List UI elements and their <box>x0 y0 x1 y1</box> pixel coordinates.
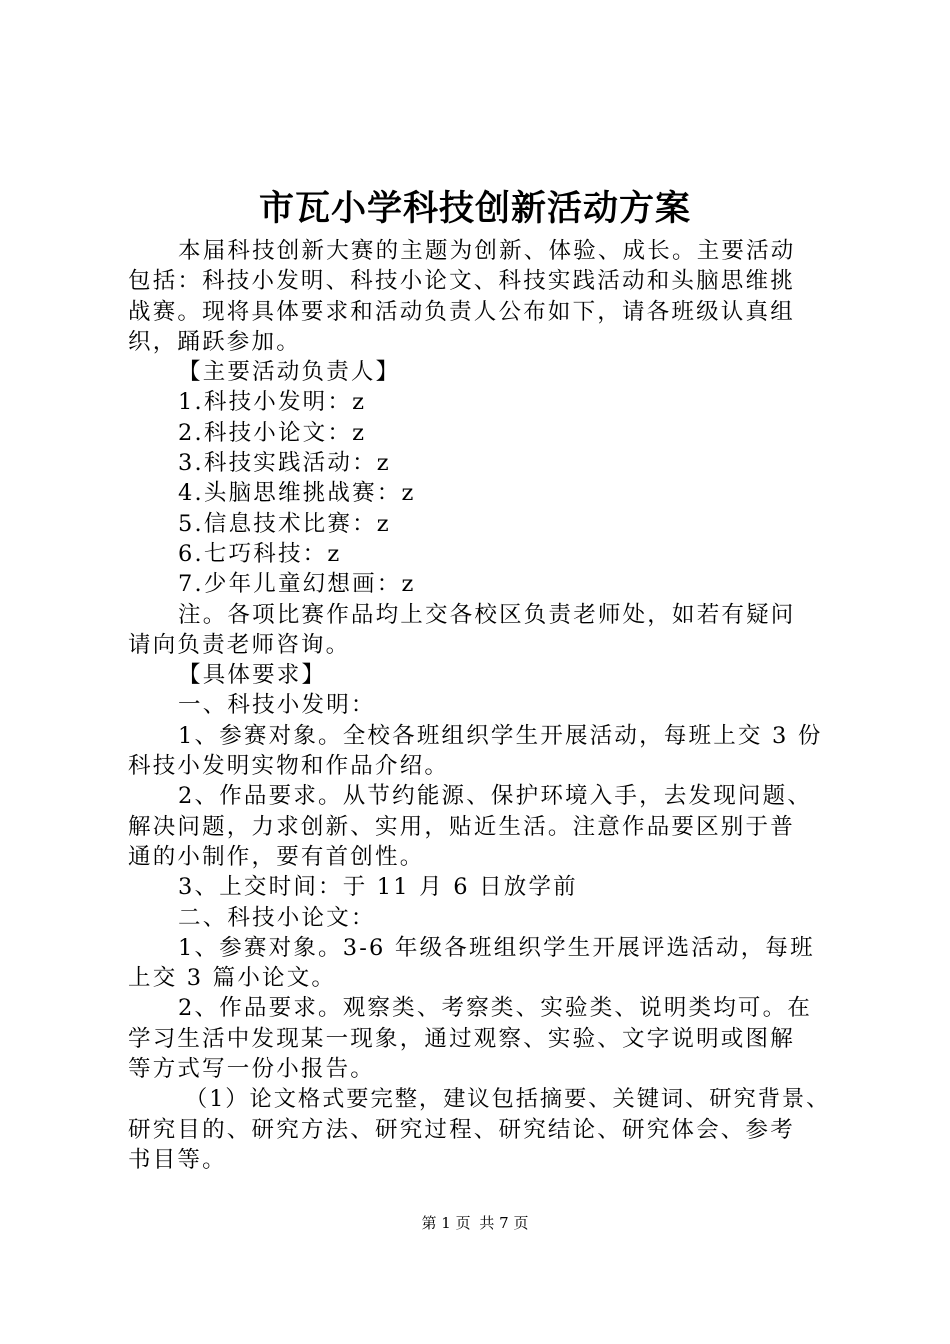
list-item: 6.七巧科技：z <box>178 540 342 567</box>
document-title: 市瓦小学科技创新活动方案 <box>258 188 691 229</box>
paragraph-line: 上交 3 篇小论文。 <box>128 965 337 992</box>
paragraph-line: 等方式写一份小报告。 <box>128 1056 376 1083</box>
subsection-heading: 二、科技小论文： <box>178 904 376 931</box>
paragraph-line: 科技小发明实物和作品介绍。 <box>128 753 450 780</box>
paragraph-line: 本届科技创新大赛的主题为创新、体验、成长。主要活动 <box>178 238 796 264</box>
paragraph-line: 3、上交时间：于 11 月 6 日放学前 <box>178 874 578 901</box>
paragraph-line: 2、作品要求。从节约能源、保护环境入手，去发现问题、 <box>178 783 813 810</box>
list-item: 3.科技实践活动：z <box>178 450 391 477</box>
paragraph-line: （1）论文格式要完整，建议包括摘要、关键词、研究背景、 <box>185 1086 831 1113</box>
paragraph-line: 学习生活中发现某一现象，通过观察、实验、文字说明或图解 <box>128 1025 795 1052</box>
list-item: 5.信息技术比赛：z <box>178 510 391 537</box>
paragraph-line: 书目等。 <box>128 1146 227 1173</box>
paragraph-line: 1、参赛对象。3-6 年级各班组织学生开展评选活动，每班 <box>178 934 815 961</box>
page-total: 共 7 页 <box>479 1214 529 1232</box>
list-item: 4.头脑思维挑战赛：z <box>178 480 416 507</box>
paragraph-line: 注。各项比赛作品均上交各校区负责老师处，如若有疑问 <box>178 601 796 628</box>
paragraph-line: 1、参赛对象。全校各班组织学生开展活动，每班上交 3 份 <box>178 722 823 749</box>
section-heading: 【主要活动负责人】 <box>178 359 401 386</box>
list-item: 7.少年儿童幻想画：z <box>178 571 416 598</box>
page-number: 第 1 页 <box>421 1214 471 1232</box>
paragraph-line: 解决问题，力求创新、实用，贴近生活。注意作品要区别于普 <box>128 813 795 840</box>
section-heading: 【具体要求】 <box>178 662 327 689</box>
paragraph-line: 织，踊跃参加。 <box>128 328 301 355</box>
paragraph-line: 2、作品要求。观察类、考察类、实验类、说明类均可。在 <box>178 995 813 1022</box>
paragraph-line: 战赛。现将具体要求和活动负责人公布如下，请各班级认真组 <box>128 298 795 325</box>
paragraph-line: 包括：科技小发明、科技小论文、科技实践活动和头脑思维挑 <box>128 268 795 295</box>
paragraph-line: 请向负责老师咨询。 <box>128 631 351 658</box>
page-footer <box>0 1212 950 1234</box>
document-body <box>128 236 840 1175</box>
list-item: 1.科技小发明：z <box>178 389 367 416</box>
paragraph-line: 通的小制作，要有首创性。 <box>128 843 425 870</box>
list-item: 2.科技小论文：z <box>178 419 367 446</box>
paragraph-line: 研究目的、研究方法、研究过程、研究结论、研究体会、参考 <box>128 1116 795 1143</box>
subsection-heading: 一、科技小发明： <box>178 692 376 719</box>
